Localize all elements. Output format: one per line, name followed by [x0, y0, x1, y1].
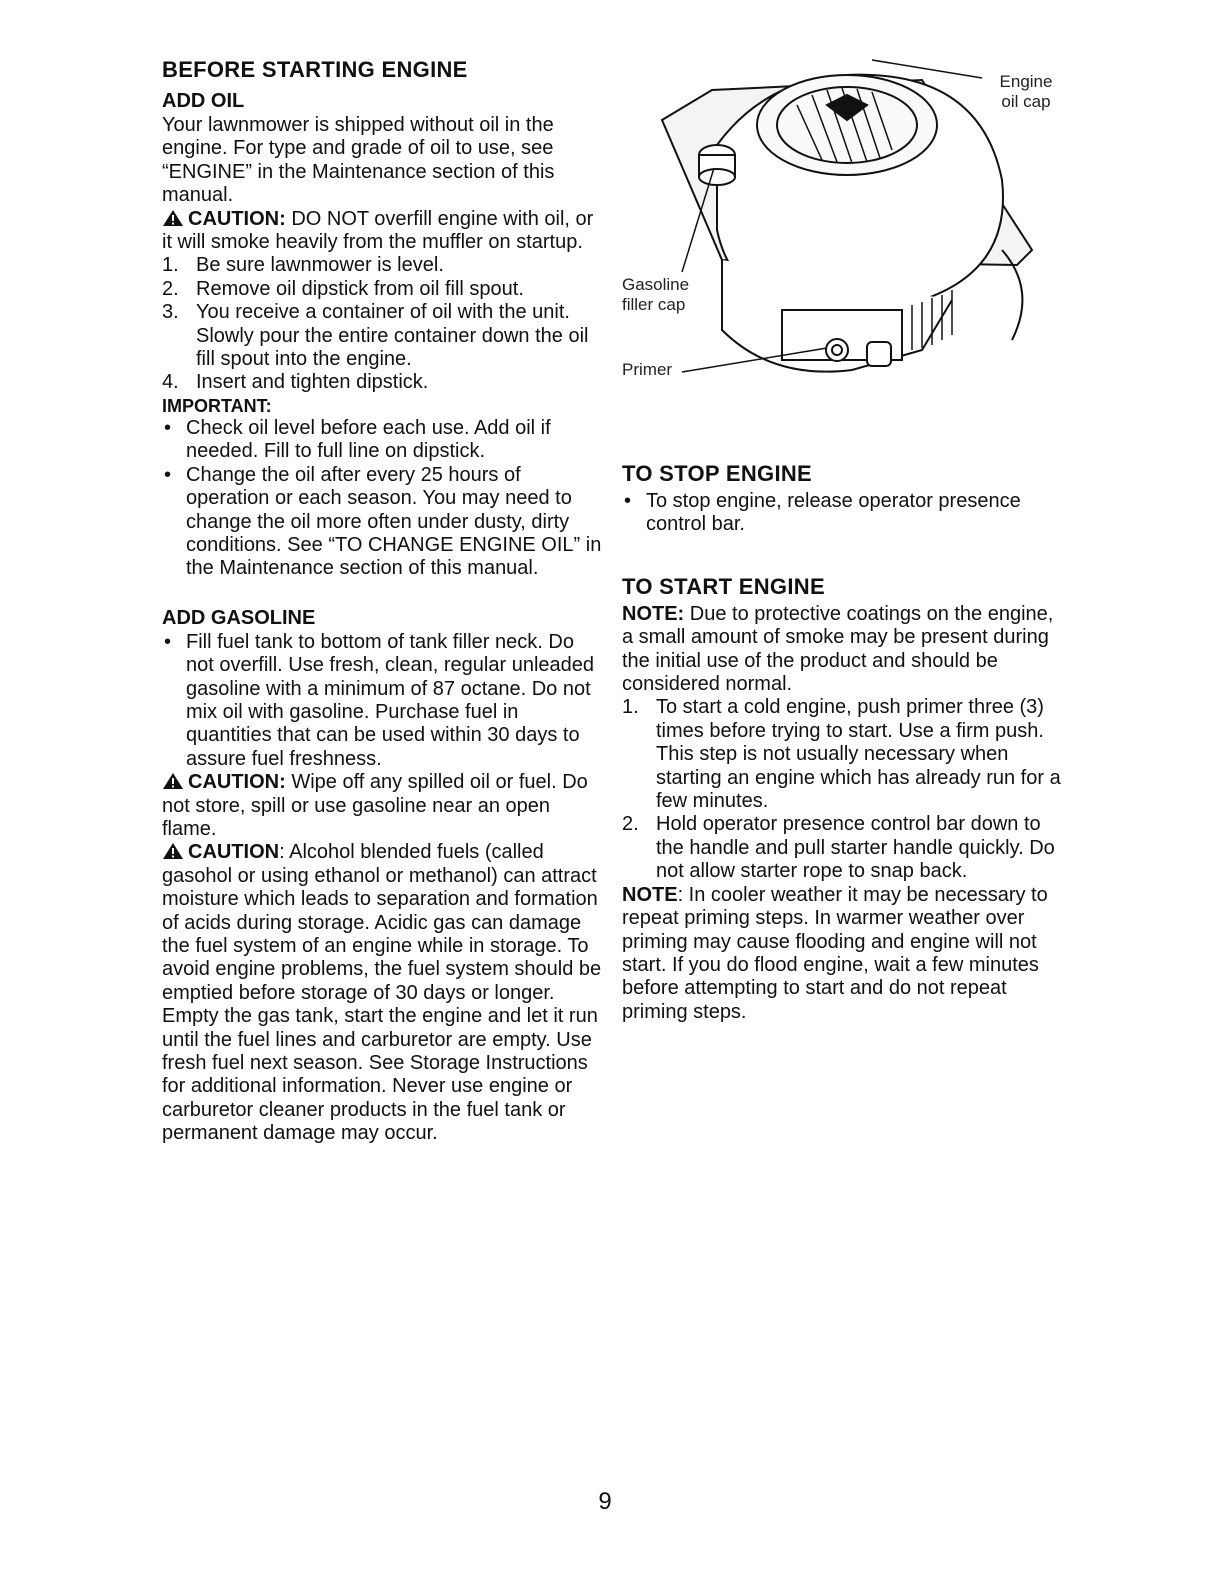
list-item: • Fill fuel tank to bottom of tank filler neck. Do not overfill. Use fresh, clean, regular unleaded gasoline with a minimum of 87 octane. Do not mix oil with gasoline. Purchase fuel in quantities that can be used within 30 days to assure fuel freshness.: [164, 630, 595, 770]
list-item: 2. Hold operator presence control bar down to the handle and pull starter handle quickly. Do not allow starter rope to snap back.: [622, 813, 1055, 883]
warning-icon: [162, 772, 184, 790]
list-item: 1. To start a cold engine, push primer three (3) times before trying to start. Use a firm push. This step is not usually necessary when starting an engine which has already run for a few minutes.: [622, 696, 1061, 813]
page-number: 9: [598, 1488, 612, 1515]
label-gasoline-filler-cap: Gasoline filler cap: [622, 275, 690, 314]
left-column: [162, 56, 602, 1146]
gasoline-bullets: [162, 631, 602, 771]
warning-icon: [162, 209, 184, 227]
add-oil-steps: [162, 254, 602, 394]
engine-figure: [622, 50, 1062, 390]
caution-text: DO NOT overfill engine with oil, or it will smoke heavily from the muffler on startup.: [162, 207, 594, 254]
list-item: • Change the oil after every 25 hours of operation or each season. You may need to change the oil more often under dusty, dirty conditions. See “TO CHANGE ENGINE OIL” in the Maintenance section of this manual.: [164, 463, 602, 580]
start-note-1: NOTE: Due to protective coatings on the engine, a small amount of smoke may be present during the initial use of the product and should be considered normal.: [622, 602, 1054, 696]
start-note-2: NOTE: In cooler weather it may be necessary to repeat priming steps. In warmer weather over priming may cause flooding and engine will not start. If you do flood engine, wait a few minutes before attempting to start and do not repeat priming steps.: [622, 883, 1048, 1023]
list-item: 2. Remove oil dipstick from oil fill spout.: [162, 277, 524, 300]
add-oil-heading: ADD OIL: [162, 90, 245, 112]
list-item: 1. Be sure lawnmower is level.: [162, 254, 444, 277]
add-gasoline-heading: ADD GASOLINE: [162, 606, 316, 629]
stop-engine-heading: TO STOP ENGINE: [622, 461, 813, 486]
right-column: [622, 460, 1062, 1024]
important-heading: IMPORTANT:: [162, 395, 272, 416]
add-oil-intro: Your lawnmower is shipped without oil in the engine. For type and grade of oil to use, see “ENGINE” in the Maintenance section of this manual.: [162, 114, 555, 207]
gasoline-caution-1: CAUTION: Wipe off any spilled oil or fuel. Do not store, spill or use gasoline near an open flame.: [162, 771, 588, 840]
caution-label: CAUTION:: [188, 207, 286, 230]
label-primer: Primer: [622, 360, 673, 379]
list-item: 4. Insert and tighten dipstick.: [162, 371, 429, 394]
list-item: • Check oil level before each use. Add oil if needed. Fill to full line on dipstick.: [164, 416, 551, 463]
stop-bullets: [622, 490, 1062, 537]
label-engine-oil-cap: Engine oil cap: [999, 72, 1053, 111]
important-bullets: [162, 417, 602, 581]
list-item: • To stop engine, release operator presence control bar.: [624, 490, 1021, 536]
list-item: 3. You receive a container of oil with the unit. Slowly pour the entire container down the oil fill spout into the engine.: [162, 301, 589, 371]
section-title: BEFORE STARTING ENGINE: [162, 57, 468, 82]
warning-icon: [162, 842, 184, 860]
gasoline-caution-2: CAUTION: Alcohol blended fuels (called gasohol or using ethanol or methanol) can attract moisture which leads to separation and formation of acids during storage. Acidic gas can damage the fuel system of an engine while in storage. To avoid engine problems, the fuel system should be emptied before storage of 30 days or longer. Empty the gas tank, start the engine and let it run until the fuel lines and carburetor are empty. Use fresh fuel next season. See Storage Instructions for additional information. Never use engine or carburetor cleaner products in the fuel tank or permanent damage may occur.: [162, 841, 602, 1145]
start-steps: [622, 696, 1062, 883]
add-oil-caution: [162, 208, 602, 255]
start-engine-heading: TO START ENGINE: [622, 573, 825, 599]
